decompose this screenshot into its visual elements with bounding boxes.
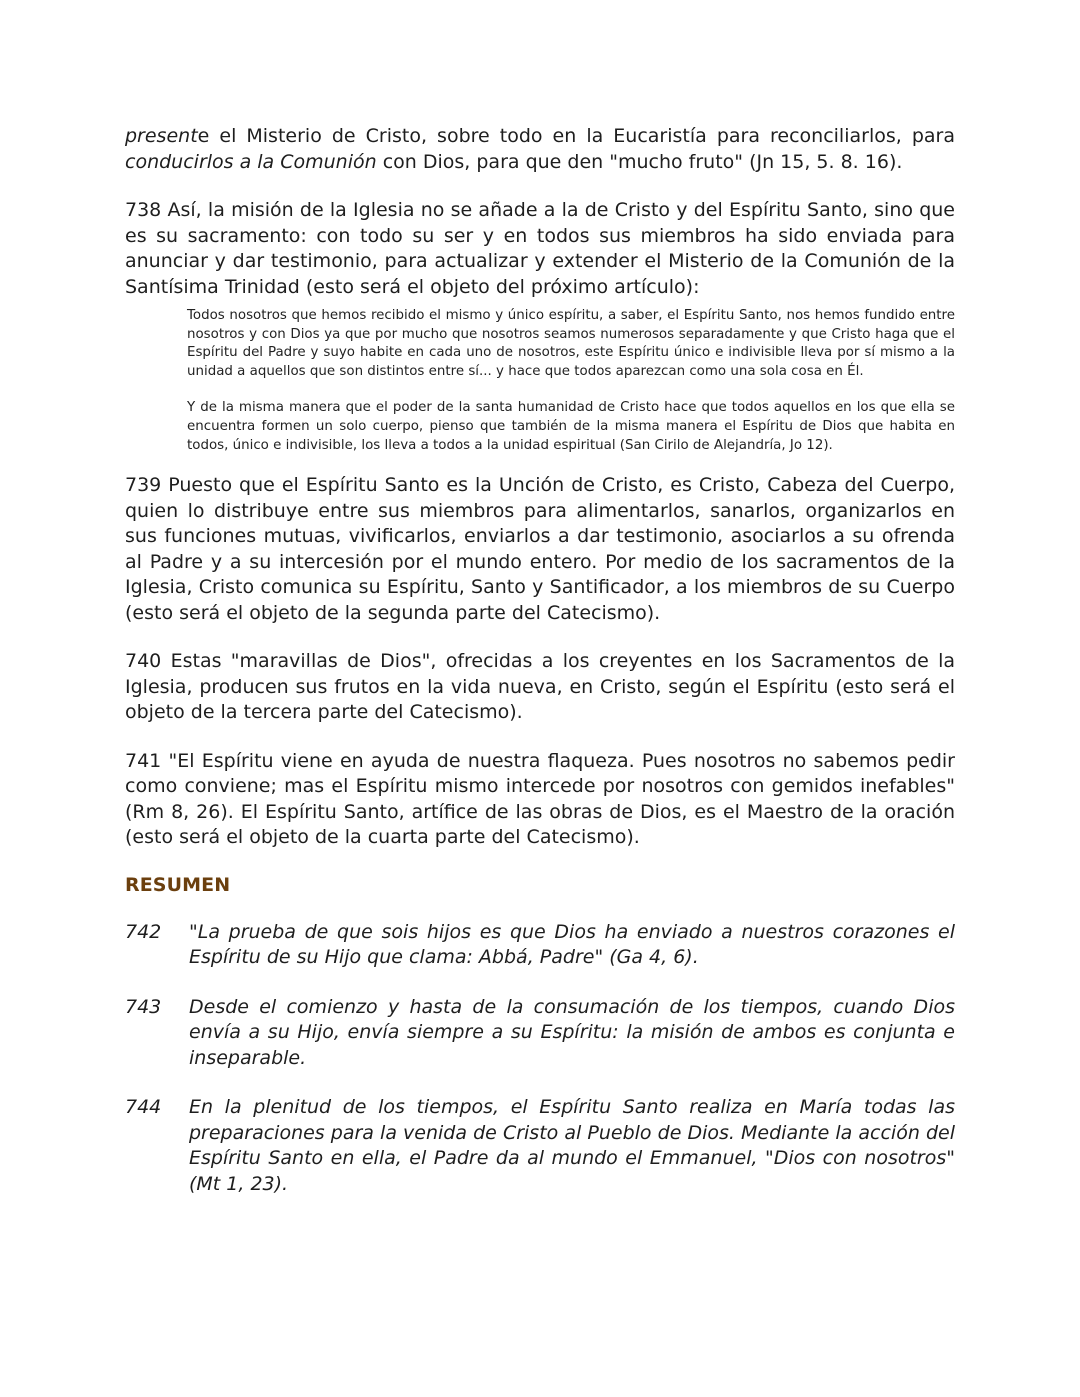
summary-heading: RESUMEN [125,873,231,896]
emphasis-conducirlos: conducirlos a la Comunión [125,150,377,173]
summary-item [125,995,955,1072]
continuation-text-1: e el Misterio de Cristo, sobre todo en la Eucaristía para reconciliarlos, para [197,125,955,147]
continuation-text-2: con Dios, para que den "mucho fruto" (Jn 15, 5. 8. 16). [376,150,903,173]
paragraph-738: 738 Así, la misión de la Iglesia no se añade a la de Cristo y del Espíritu Santo, sino que es su sacramento: con todo su ser y en todos sus miembros ha sido enviada para anunciar y dar testimonio, para actualizar y extender el Misterio de la Comunión de la Santísima Trinidad (esto será el objeto del próximo artículo): [125,199,955,298]
summary-item-number: 742 [125,920,162,943]
paragraph-continuation [125,124,955,175]
quote-1: Todos nosotros que hemos recibido el mismo y único espíritu, a saber, el Espíritu Santo, nos hemos fundido entre nosotros y con Dios ya que por mucho que nosotros seamos numerosos separadamente y que Cristo haga que el Espíritu del Padre y suyo habite en cada uno de nosotros, este Espíritu único e indivisible lleva por sí mismo a la unidad a aquellos que son distintos entre sí... y hace que todos aparezcan como una sola cosa en Él. [187,308,955,379]
summary-item [125,1095,955,1197]
summary-item-text: En la plenitud de los tiempos, el Espíritu Santo realiza en María todas las preparaciones para la venida de Cristo al Pueblo de Dios. Mediante la acción del Espíritu Santo en ella, el Padre da al mundo el Emmanuel, "Dios con nosotros" (Mt 1, 23). [189,1096,955,1195]
summary-item-number: 743 [125,995,162,1018]
paragraph-740: 740 Estas "maravillas de Dios", ofrecidas a los creyentes en los Sacramentos de la Iglesia, producen sus frutos en la vida nueva, en Cristo, según el Espíritu (esto será el objeto de la tercera parte del Catecismo). [125,650,955,724]
summary-item-text: "La prueba de que sois hijos es que Dios ha enviado a nuestros corazones el Espíritu de su Hijo que clama: Abbá, Padre" (Ga 4, 6). [189,920,955,969]
summary-item [125,920,955,971]
block-quotes [125,307,955,455]
summary-item-number: 744 [125,1096,162,1119]
paragraph-741: 741 "El Espíritu viene en ayuda de nuestra flaqueza. Pues nosotros no sabemos pedir como conviene; mas el Espíritu mismo intercede por nosotros con gemidos inefables" (Rm 8, 26). El Espíritu Santo, artífice de las obras de Dios, es el Maestro de la oración (esto será el objeto de la cuarta parte del Catecismo). [125,749,955,849]
quote-2: Y de la misma manera que el poder de la santa humanidad de Cristo hace que todos aquellos en los que ella se encuentra formen un solo cuerpo, pienso que también de la misma manera el Espíritu de Dios que habita en todos, único e indivisible, los lleva a todos a la unidad espiritual (San Cirilo de Alejandría, Jo 12). [187,400,955,453]
emphasis-present: present [125,125,198,147]
summary-item-text: Desde el comienzo y hasta de la consumación de los tiempos, cuando Dios envía a su Hijo, envía siempre a su Espíritu: la misión de ambos es conjunta e inseparable. [189,995,955,1069]
document-page [125,124,955,1221]
paragraph-739: 739 Puesto que el Espíritu Santo es la Unción de Cristo, es Cristo, Cabeza del Cuerpo, quien lo distribuye entre sus miembros para alimentarlos, sanarlos, organizarlos en sus funciones mutuas, vivificarlos, enviarlos a dar testimonio, asociarlos a su ofrenda al Padre y a su intercesión por el mundo entero. Por medio de los sacramentos de la Iglesia, Cristo comunica su Espíritu, Santo y Santificador, a los miembros de su Cuerpo (esto será el objeto de la segunda parte del Catecismo). [125,474,955,624]
